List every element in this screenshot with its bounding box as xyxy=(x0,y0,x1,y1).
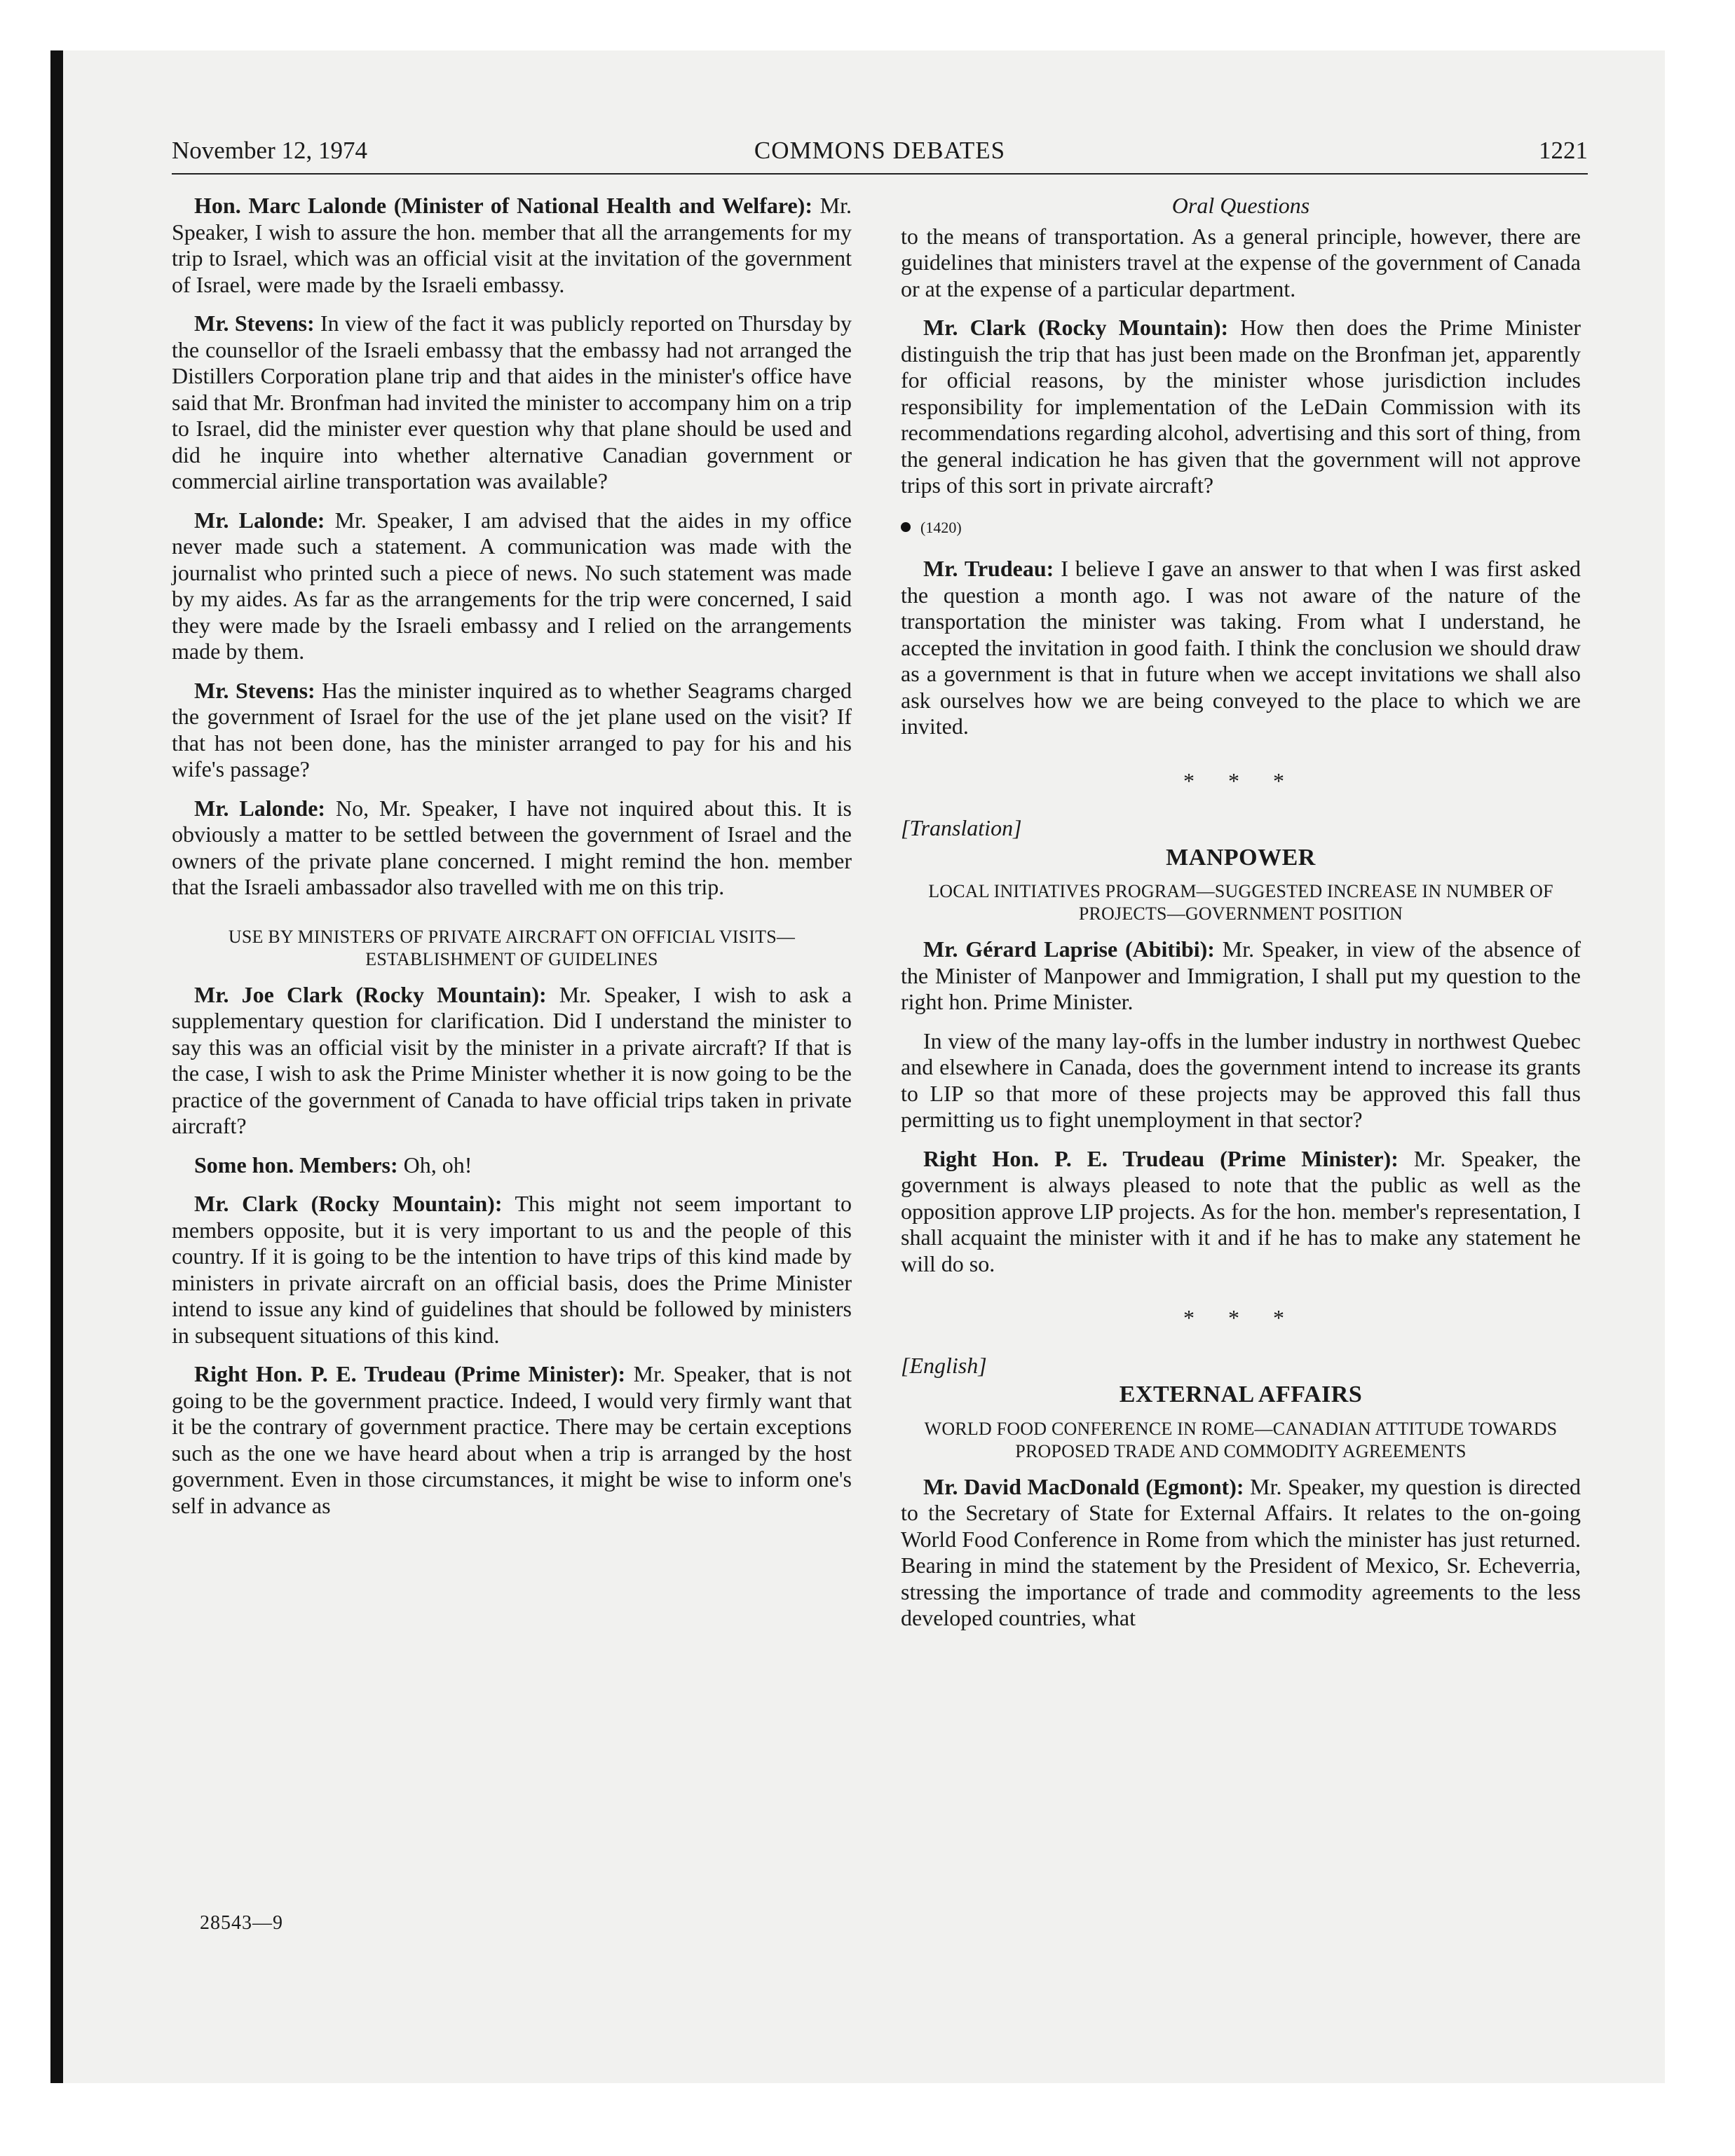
speaker-name: Mr. Gérard Laprise (Abitibi): xyxy=(923,936,1215,962)
speech-text: Mr. Speaker, the government is always pleased to note that the public as well as the opposition approve LIP projects. As for the hon. member's representation, I shall acquaint the minister with it and if he has to make any statement he will do so. xyxy=(901,1145,1581,1276)
section-divider-stars-2: * * * xyxy=(1183,1305,1298,1330)
section-heading-manpower: MANPOWER xyxy=(1166,844,1316,871)
paragraph xyxy=(901,1028,1581,1133)
left-paragraphs-2 xyxy=(172,982,852,1520)
paragraph xyxy=(172,1361,852,1519)
translation-label: [Translation] xyxy=(901,815,1022,840)
paragraph xyxy=(172,507,852,665)
paragraph xyxy=(172,796,852,901)
paragraph xyxy=(901,556,1581,740)
subhead-world-food: WORLD FOOD CONFERENCE IN ROME—CANADIAN ATTITUDE TOWARDS PROPOSED TRADE AND COMMODITY AGREEMENTS xyxy=(924,1418,1558,1461)
time-marker-text: (1420) xyxy=(920,518,962,536)
right-paragraphs-2 xyxy=(901,556,1581,740)
speaker-name: Mr. Clark (Rocky Mountain): xyxy=(194,1191,503,1216)
speech-text: Mr. Speaker, my question is directed to the Secretary of State for External Affairs. It relates to the on-going World Food Conference in Rome from which the minister has just returned. Bearing in mind the statement by the President of Mexico, Sr. Echeverria, stressing the importance of trade and commodity agreements to the less developed countries, what xyxy=(901,1473,1581,1630)
right-paragraphs-3 xyxy=(901,936,1581,1277)
speaker-name: Some hon. Members: xyxy=(194,1152,398,1178)
paragraph xyxy=(172,1191,852,1349)
paragraph xyxy=(901,1474,1581,1632)
speaker-name: Mr. Lalonde: xyxy=(194,795,326,821)
english-label: [English] xyxy=(901,1352,987,1378)
paragraph xyxy=(172,982,852,1140)
speech-text: This might not seem important to members opposite, but it is very important to us and the people of this country. If it is going to be the intention to have trips of this kind made by ministers in private aircraft on an official basis, does the Prime Minister intend to issue any kind of guidelines that should be followed by ministers in subsequent situations of this kind. xyxy=(172,1191,852,1348)
paragraph xyxy=(901,224,1581,303)
paragraph xyxy=(901,315,1581,499)
header-date: November 12, 1974 xyxy=(172,137,367,164)
time-marker xyxy=(901,514,1581,541)
paragraph xyxy=(901,936,1581,1016)
speaker-name: Mr. Clark (Rocky Mountain): xyxy=(923,315,1229,340)
speech-text: Mr. Speaker, I wish to ask a supplementary question for clarification. Did I understand the minister to say this was an official visit by the minister in a private aircraft? If that is the case, I wish to ask the Prime Minister whether it is now going to be the practice of the government of Canada to have official trips taken in private aircraft? xyxy=(172,981,852,1138)
speaker-name: Right Hon. P. E. Trudeau (Prime Minister): xyxy=(194,1361,626,1386)
bullet-icon xyxy=(901,522,911,532)
speaker-name: Mr. Joe Clark (Rocky Mountain): xyxy=(194,981,547,1007)
paragraph xyxy=(172,678,852,783)
header-title: COMMONS DEBATES xyxy=(754,137,1006,164)
speaker-name: Mr. David MacDonald (Egmont): xyxy=(923,1473,1244,1499)
speech-text: How then does the Prime Minister distinguish the trip that has just been made on the Bronfman jet, apparently for official reasons, by the minister whose jurisdiction includes responsibility for implementation of the LeDain Commission with its recommendations regarding alcohol, advertising and this sort of thing, from the general indication he has given that the government will not approve trips of this sort in private aircraft? xyxy=(901,315,1581,498)
footer-code: 28543—9 xyxy=(200,1912,283,1934)
paragraph xyxy=(172,1152,852,1179)
speech-text: Mr. Speaker, that is not going to be the government practice. Indeed, I would very firmly want that it be the contrary of government practice. There may be certain exceptions such as the one we have heard about when a trip is arranged by the host government. Even in those circumstances, it might be wise to inform one's self in advance as xyxy=(172,1361,852,1518)
page-header xyxy=(172,137,1588,175)
speech-text: In view of the many lay-offs in the lumber industry in northwest Quebec and elsewhere in Canada, does the government intend to increase its grants to LIP so that more of these projects may be approved this fall thus permitting us to fight unemployment in that sector? xyxy=(901,1028,1581,1132)
speech-text: Mr. Speaker, I wish to assure the hon. member that all the arrangements for my trip to Israel, which was an official visit at the invitation of the government of Israel, were made by the Israeli embassy. xyxy=(172,193,852,297)
header-page-number: 1221 xyxy=(1539,137,1588,164)
scan-edge xyxy=(50,50,63,2083)
speech-text: I believe I gave an answer to that when I was first asked the question a month ago. I was not aware of the nature of the transportation the minister was taking. From what I understand, he accepted the invitation in good faith. I think the conclusion we should draw as a government is that in future when we accept invitations we shall also ask ourselves how we are being conveyed to the place to which we are invited. xyxy=(901,556,1581,739)
speaker-name: Mr. Stevens: xyxy=(194,677,315,703)
right-paragraphs-4 xyxy=(901,1474,1581,1632)
speaker-name: Right Hon. P. E. Trudeau (Prime Minister): xyxy=(923,1145,1399,1171)
paragraph xyxy=(901,1146,1581,1278)
speech-text: Mr. Speaker, in view of the absence of the Minister of Manpower and Immigration, I shall put my question to the right hon. Prime Minister. xyxy=(901,936,1581,1014)
right-paragraphs-1 xyxy=(901,224,1581,499)
paragraph xyxy=(172,193,852,298)
speaker-name: Mr. Stevens: xyxy=(194,311,315,336)
speech-text: Has the minister inquired as to whether Seagrams charged the government of Israel for the use of the jet plane used on the visit? If that has not been done, has the minister arranged to pay for his and his wife's passage? xyxy=(172,677,852,782)
speaker-name: Hon. Marc Lalonde (Minister of National Health and Welfare): xyxy=(194,193,812,218)
left-paragraphs-1 xyxy=(172,193,852,901)
speech-text: Oh, oh! xyxy=(397,1152,472,1178)
speech-text: In view of the fact it was publicly reported on Thursday by the counsellor of the Israeli embassy that the embassy had not arranged the Distillers Corporation plane trip and that aides in the minister's office have said that Mr. Bronfman had invited the minister to accompany him on a trip to Israel, did the minister ever question why that plane should be used and did he inquire into whether alternative Canadian government or commercial airline transportation was available? xyxy=(172,311,852,493)
section-heading-external-affairs: EXTERNAL AFFAIRS xyxy=(1119,1381,1363,1407)
paragraph xyxy=(172,311,852,495)
section-divider-stars: * * * xyxy=(1183,767,1298,793)
subhead-lip: LOCAL INITIATIVES PROGRAM—SUGGESTED INCREASE IN NUMBER OF PROJECTS—GOVERNMENT POSITION xyxy=(928,881,1553,924)
running-head: Oral Questions xyxy=(1171,193,1310,218)
speech-text: No, Mr. Speaker, I have not inquired about this. It is obviously a matter to be settled between the government of Israel and the owners of the private plane concerned. I might remind the hon. member that the Israeli ambassador also travelled with me on this trip. xyxy=(172,795,852,899)
speech-text: to the means of transportation. As a general principle, however, there are guidelines that ministers travel at the expense of the government of Canada or at the expense of a particular department. xyxy=(901,223,1581,301)
subhead-private-aircraft: USE BY MINISTERS OF PRIVATE AIRCRAFT ON OFFICIAL VISITS—ESTABLISHMENT OF GUIDELINES xyxy=(228,926,796,969)
speaker-name: Mr. Trudeau: xyxy=(923,556,1054,581)
speech-text: Mr. Speaker, I am advised that the aides in my office never made such a statement. A communication was made with the journalist who printed such a piece of news. No such statement was made by my aides. As far as the arrangements for the trip were concerned, I said they were made by the Israeli embassy and I relied on the arrangements made by them. xyxy=(172,507,852,664)
speaker-name: Mr. Lalonde: xyxy=(194,507,325,533)
right-column xyxy=(901,193,1581,1644)
left-column xyxy=(172,193,852,1531)
